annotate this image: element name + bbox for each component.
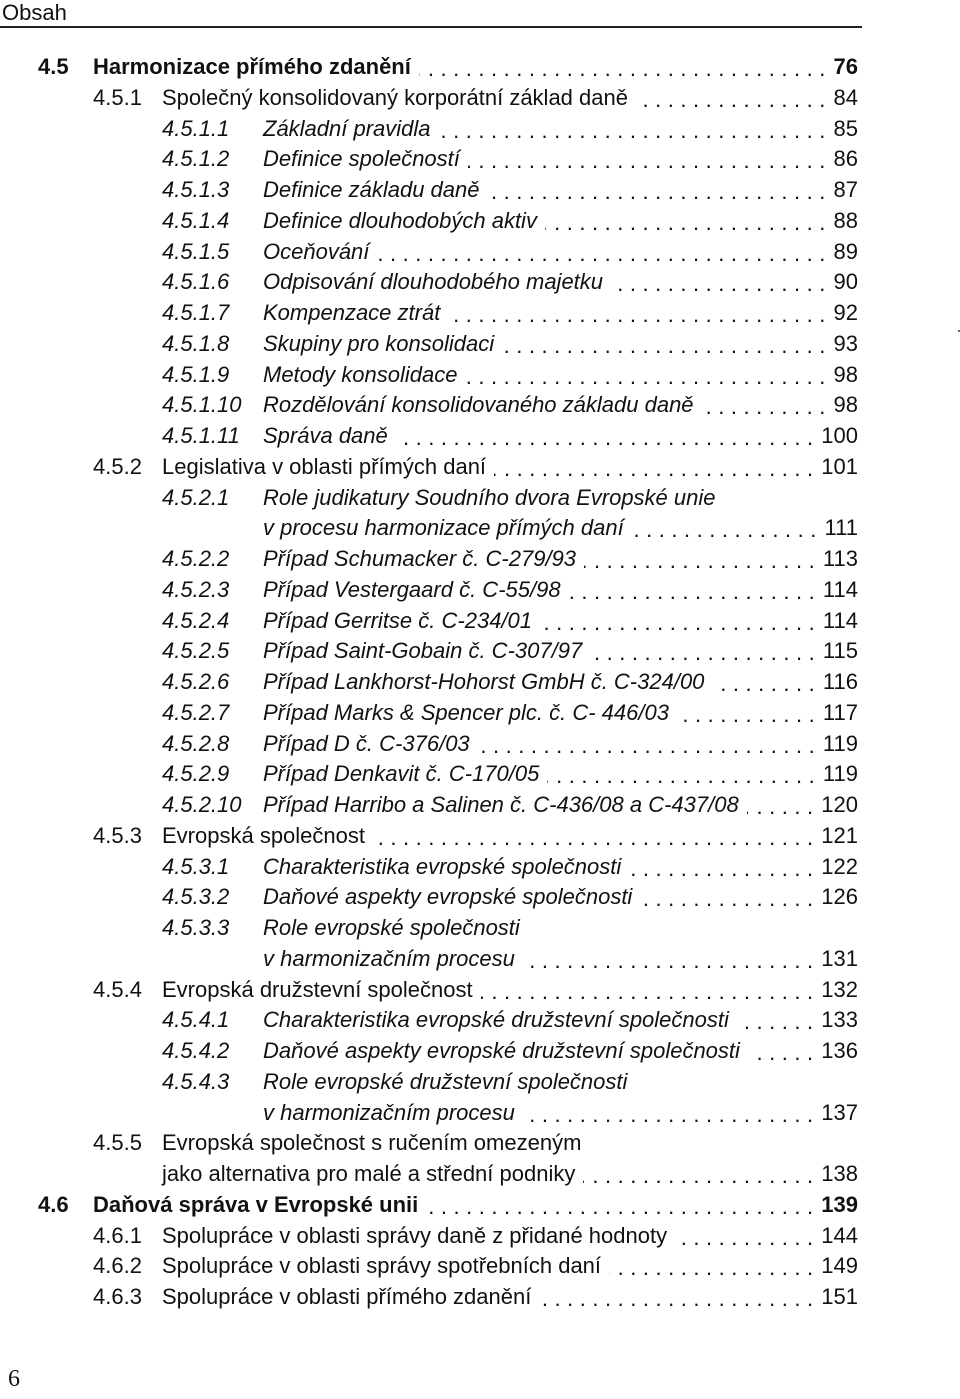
toc-entry-number: 4.5 (38, 54, 69, 79)
dot-leader (584, 546, 815, 576)
toc-entry-title: Oceňování (263, 238, 370, 264)
toc-entry-title: Role evropské družstevní společnosti (263, 1068, 628, 1094)
toc-entry-number: 4.5.2.6 (162, 669, 230, 694)
toc-entry-page: 144 (821, 1222, 858, 1248)
toc-entry-number: 4.5.2 (93, 453, 142, 479)
toc-entry-title: Kompenzace ztrát (263, 300, 441, 325)
dot-leader (632, 515, 817, 545)
toc-entry[interactable] (0, 636, 960, 667)
toc-entry-page: 115 (822, 638, 858, 664)
toc-entry[interactable] (0, 1128, 960, 1159)
toc-entry-number: 4.5.2.5 (162, 638, 230, 664)
toc-entry[interactable] (0, 544, 960, 575)
toc-entry-title: Evropská družstevní společnost (162, 976, 473, 1002)
toc-entry-number: 4.5.1.11 (162, 423, 240, 448)
toc-entry-page: 120 (821, 792, 858, 817)
toc-entry[interactable] (0, 206, 960, 237)
dot-leader (540, 608, 815, 638)
toc-entry-number: 4.5.4.1 (162, 1007, 230, 1033)
toc-entry[interactable] (0, 882, 960, 913)
toc-entry-title: jako alternativa pro malé a střední podniky (162, 1161, 576, 1186)
dot-leader (377, 239, 825, 269)
toc-entry-page: 126 (821, 884, 858, 910)
toc-entry-page: 111 (824, 515, 858, 541)
dot-leader (636, 85, 826, 115)
dot-leader (590, 638, 815, 668)
toc-entry-title: v harmonizačním procesu (263, 945, 515, 971)
toc-entry-title: Evropská společnost s ručením omezeným (162, 1130, 582, 1156)
dot-leader (640, 884, 813, 914)
toc-entry-page: 114 (822, 576, 858, 602)
toc-entry[interactable] (0, 667, 960, 698)
toc-entry-number: 4.5.1.9 (162, 361, 230, 387)
dot-leader (737, 1007, 813, 1037)
toc-entry[interactable] (0, 452, 960, 483)
toc-entry-title: Legislativa v oblasti přímých daní (162, 453, 487, 479)
dot-leader (629, 854, 813, 884)
toc-entry-page: 116 (822, 669, 858, 694)
toc-entry[interactable] (0, 759, 960, 790)
toc-entry-page: 86 (833, 146, 858, 172)
dot-leader (583, 1161, 813, 1191)
toc-entry[interactable] (0, 1005, 960, 1036)
toc-entry[interactable] (0, 267, 960, 298)
toc-entry-number: 4.5.3.3 (162, 915, 230, 940)
toc-entry-page: 139 (821, 1191, 858, 1217)
dot-leader (569, 577, 815, 607)
toc-entry[interactable] (0, 513, 960, 544)
toc-entry[interactable] (0, 852, 960, 883)
dot-leader (494, 454, 813, 484)
toc-entry[interactable] (0, 1190, 960, 1221)
toc-entry-title: Harmonizace přímého zdanění (93, 54, 411, 79)
dot-leader (439, 116, 826, 146)
toc-entry-number: 4.6 (38, 1191, 69, 1217)
toc-entry-number: 4.5.2.4 (162, 607, 230, 633)
toc-entry-number: 4.5.4 (93, 976, 142, 1002)
dot-leader (539, 1284, 813, 1314)
dot-leader (468, 146, 826, 176)
toc-entry-page: 133 (821, 1007, 858, 1033)
toc-entry[interactable] (0, 144, 960, 175)
dot-leader (396, 423, 814, 453)
toc-entry[interactable] (0, 1251, 960, 1282)
toc-entry-page: 136 (821, 1038, 858, 1063)
page-header (0, 0, 862, 28)
toc-entry[interactable] (0, 944, 960, 975)
toc-entry-number: 4.5.4.3 (162, 1068, 230, 1094)
toc-entry-page: 151 (821, 1284, 858, 1309)
toc-entry-page: 101 (821, 453, 858, 479)
toc-entry-title: Případ Saint-Gobain č. C-307/97 (263, 638, 583, 664)
toc-entry-title: Definice společností (263, 146, 460, 172)
toc-entry-page: 119 (822, 761, 858, 787)
toc-entry-number: 4.5.1.10 (162, 392, 242, 418)
dot-leader (611, 269, 826, 299)
toc-entry-page: 114 (822, 607, 858, 633)
toc-entry[interactable] (0, 483, 960, 514)
toc-entry-title: Případ Harribo a Salinen č. C-436/08 a C-437/08 (263, 792, 739, 817)
toc-entry-page: 93 (833, 330, 858, 356)
toc-entry-page: 137 (821, 1099, 858, 1125)
toc-entry[interactable] (0, 114, 960, 145)
toc-entry-title: Správa daně (263, 423, 388, 448)
toc-entry[interactable] (0, 1159, 960, 1190)
dot-leader (373, 823, 813, 853)
toc-entry-title: Charakteristika evropské družstevní společnosti (263, 1007, 729, 1033)
toc-entry-title: Spolupráce v oblasti přímého zdanění (162, 1284, 532, 1309)
toc-entry-page: 92 (833, 300, 858, 325)
toc-entry-number: 4.5.3.1 (162, 853, 230, 879)
dot-leader (465, 362, 825, 392)
dot-leader (677, 700, 815, 730)
toc-entry-page: 122 (821, 853, 858, 879)
toc-entry-title: Základní pravidla (263, 115, 431, 141)
dot-leader (523, 1100, 813, 1130)
toc-entry[interactable] (0, 1282, 960, 1313)
toc-entry-number: 4.5.4.2 (162, 1038, 230, 1063)
dot-leader (675, 1223, 813, 1253)
toc-entry-number: 4.5.1.2 (162, 146, 230, 172)
toc-entry-number: 4.5.1.5 (162, 238, 230, 264)
toc-entry-title: Rozdělování konsolidovaného základu daně (263, 392, 694, 418)
toc-entry[interactable] (0, 575, 960, 606)
toc-entry-number: 4.6.1 (93, 1222, 142, 1248)
toc-entry-number: 4.5.1.3 (162, 177, 230, 202)
toc-entry-page: 98 (833, 392, 858, 418)
toc-entry-title: v harmonizačním procesu (263, 1099, 515, 1125)
toc-entry-title: Metody konsolidace (263, 361, 458, 387)
toc-entry-number: 4.5.2.7 (162, 699, 230, 725)
toc-entry[interactable] (0, 790, 960, 821)
toc-entry-number: 4.5.2.10 (162, 792, 242, 817)
toc-entry-number: 4.5.2.8 (162, 730, 230, 756)
toc-entry[interactable] (0, 821, 960, 852)
dot-leader (702, 392, 826, 422)
toc-entry-page: 131 (821, 945, 858, 971)
dot-leader (419, 54, 826, 84)
toc-entry-number: 4.5.3 (93, 822, 142, 848)
toc-entry-page: 132 (821, 976, 858, 1002)
toc-entry-page: 113 (822, 546, 858, 571)
toc-entry-number: 4.5.3.2 (162, 884, 230, 910)
toc-entry[interactable] (0, 975, 960, 1006)
toc-entry-title: Spolupráce v oblasti správy daně z přidané hodnoty (162, 1222, 668, 1248)
toc-entry-number: 4.5.1.1 (162, 115, 230, 141)
dot-leader (448, 300, 825, 330)
toc-entry-page: 149 (821, 1253, 858, 1279)
toc-entry-page: 98 (833, 361, 858, 387)
toc-entry-number: 4.5.2.2 (162, 546, 230, 571)
toc-entry-title: Případ Vestergaard č. C-55/98 (263, 576, 561, 602)
dot-leader (487, 177, 825, 207)
dot-leader (748, 1038, 813, 1068)
toc-entry[interactable] (0, 1098, 960, 1129)
toc-entry-number: 4.6.2 (93, 1253, 142, 1279)
toc-entry[interactable] (0, 329, 960, 360)
toc-entry-page: 90 (833, 269, 858, 295)
dot-leader (481, 977, 814, 1007)
dot-leader (478, 731, 815, 761)
toc-entry-title: Spolupráce v oblasti správy spotřebních daní (162, 1253, 602, 1279)
toc-entry-page: 84 (833, 84, 858, 110)
toc-entry[interactable] (0, 729, 960, 760)
toc-entry-number: 4.5.5 (93, 1130, 142, 1156)
toc-entry[interactable] (0, 237, 960, 268)
toc-entry-number: 4.5.1.8 (162, 330, 230, 356)
dot-leader (426, 1192, 813, 1222)
toc-entry-page: 87 (833, 177, 858, 202)
toc-entry-number: 4.5.1.4 (162, 207, 230, 233)
toc-entry-title: Definice základu daně (263, 177, 480, 202)
toc-entry-title: Případ Marks & Spencer plc. č. C- 446/03 (263, 699, 669, 725)
dot-leader (712, 669, 815, 699)
toc-entry-title: v procesu harmonizace přímých daní (263, 515, 624, 541)
toc-entry-title: Daňová správa v Evropské unii (93, 1191, 419, 1217)
toc-entry-page: 117 (822, 699, 858, 725)
toc-entry-number: 4.6.3 (93, 1284, 142, 1309)
toc-entry-page: 100 (821, 423, 858, 448)
toc-entry[interactable] (0, 913, 960, 944)
toc-entry-title: Případ Schumacker č. C-279/93 (263, 546, 577, 571)
toc-entry[interactable] (0, 83, 960, 114)
toc-entry-title: Případ Gerritse č. C-234/01 (263, 607, 533, 633)
toc-entry-number: 4.5.2.1 (162, 484, 230, 510)
toc-entry-title: Případ Denkavit č. C-170/05 (263, 761, 540, 787)
toc-entry[interactable] (0, 1036, 960, 1067)
toc-entry-number: 4.5.1 (93, 84, 142, 110)
toc-entry-title: Daňové aspekty evropské společnosti (263, 884, 633, 910)
toc-entry[interactable] (0, 390, 960, 421)
toc-entry[interactable] (0, 52, 960, 83)
toc-entry-title: Evropská společnost (162, 822, 365, 848)
header-title: Obsah (2, 0, 67, 25)
dot-leader (547, 761, 815, 791)
toc-entry-title: Odpisování dlouhodobého majetku (263, 269, 604, 295)
toc-entry[interactable] (0, 421, 960, 452)
toc-entry-page: 119 (822, 730, 858, 756)
toc-entry[interactable] (0, 298, 960, 329)
toc-entry-title: Společný konsolidovaný korporátní základ daně (162, 84, 628, 110)
dot-leader (545, 208, 826, 238)
toc-entry-title: Charakteristika evropské společnosti (263, 853, 622, 879)
toc-entry-title: Daňové aspekty evropské družstevní společnosti (263, 1038, 740, 1063)
dot-leader (502, 331, 825, 361)
toc-entry-number: 4.5.1.7 (162, 300, 230, 325)
toc-entry-page: 88 (833, 207, 858, 233)
toc-entry-number: 4.5.2.3 (162, 576, 230, 602)
toc-entry-title: Role judikatury Soudního dvora Evropské unie (263, 484, 716, 510)
toc-entry[interactable] (0, 698, 960, 729)
dot-leader (523, 946, 813, 976)
dot-leader (747, 792, 814, 822)
toc-entry[interactable] (0, 1221, 960, 1252)
page-number: 6 (8, 1366, 20, 1392)
toc-entry-number: 4.5.1.6 (162, 269, 230, 295)
toc-entry-title: Případ Lankhorst-Hohorst GmbH č. C-324/00 (263, 669, 705, 694)
toc-entry-page: 76 (833, 54, 858, 79)
toc-entry-number: 4.5.2.9 (162, 761, 230, 787)
toc-entry-title: Případ D č. C-376/03 (263, 730, 470, 756)
toc-entry[interactable] (0, 360, 960, 391)
toc-entry-title: Skupiny pro konsolidaci (263, 330, 495, 356)
toc-entry[interactable] (0, 606, 960, 637)
dot-leader (609, 1253, 813, 1283)
toc-entry[interactable] (0, 1067, 960, 1098)
toc-entry-page: 89 (833, 238, 858, 264)
toc-entry-title: Definice dlouhodobých aktiv (263, 207, 537, 233)
toc-entry-page: 85 (833, 115, 858, 141)
toc-entry-page: 121 (821, 822, 858, 848)
table-of-contents (0, 52, 960, 1313)
toc-entry[interactable] (0, 175, 960, 206)
toc-entry-title: Role evropské společnosti (263, 915, 520, 940)
toc-entry-page: 138 (821, 1161, 858, 1186)
